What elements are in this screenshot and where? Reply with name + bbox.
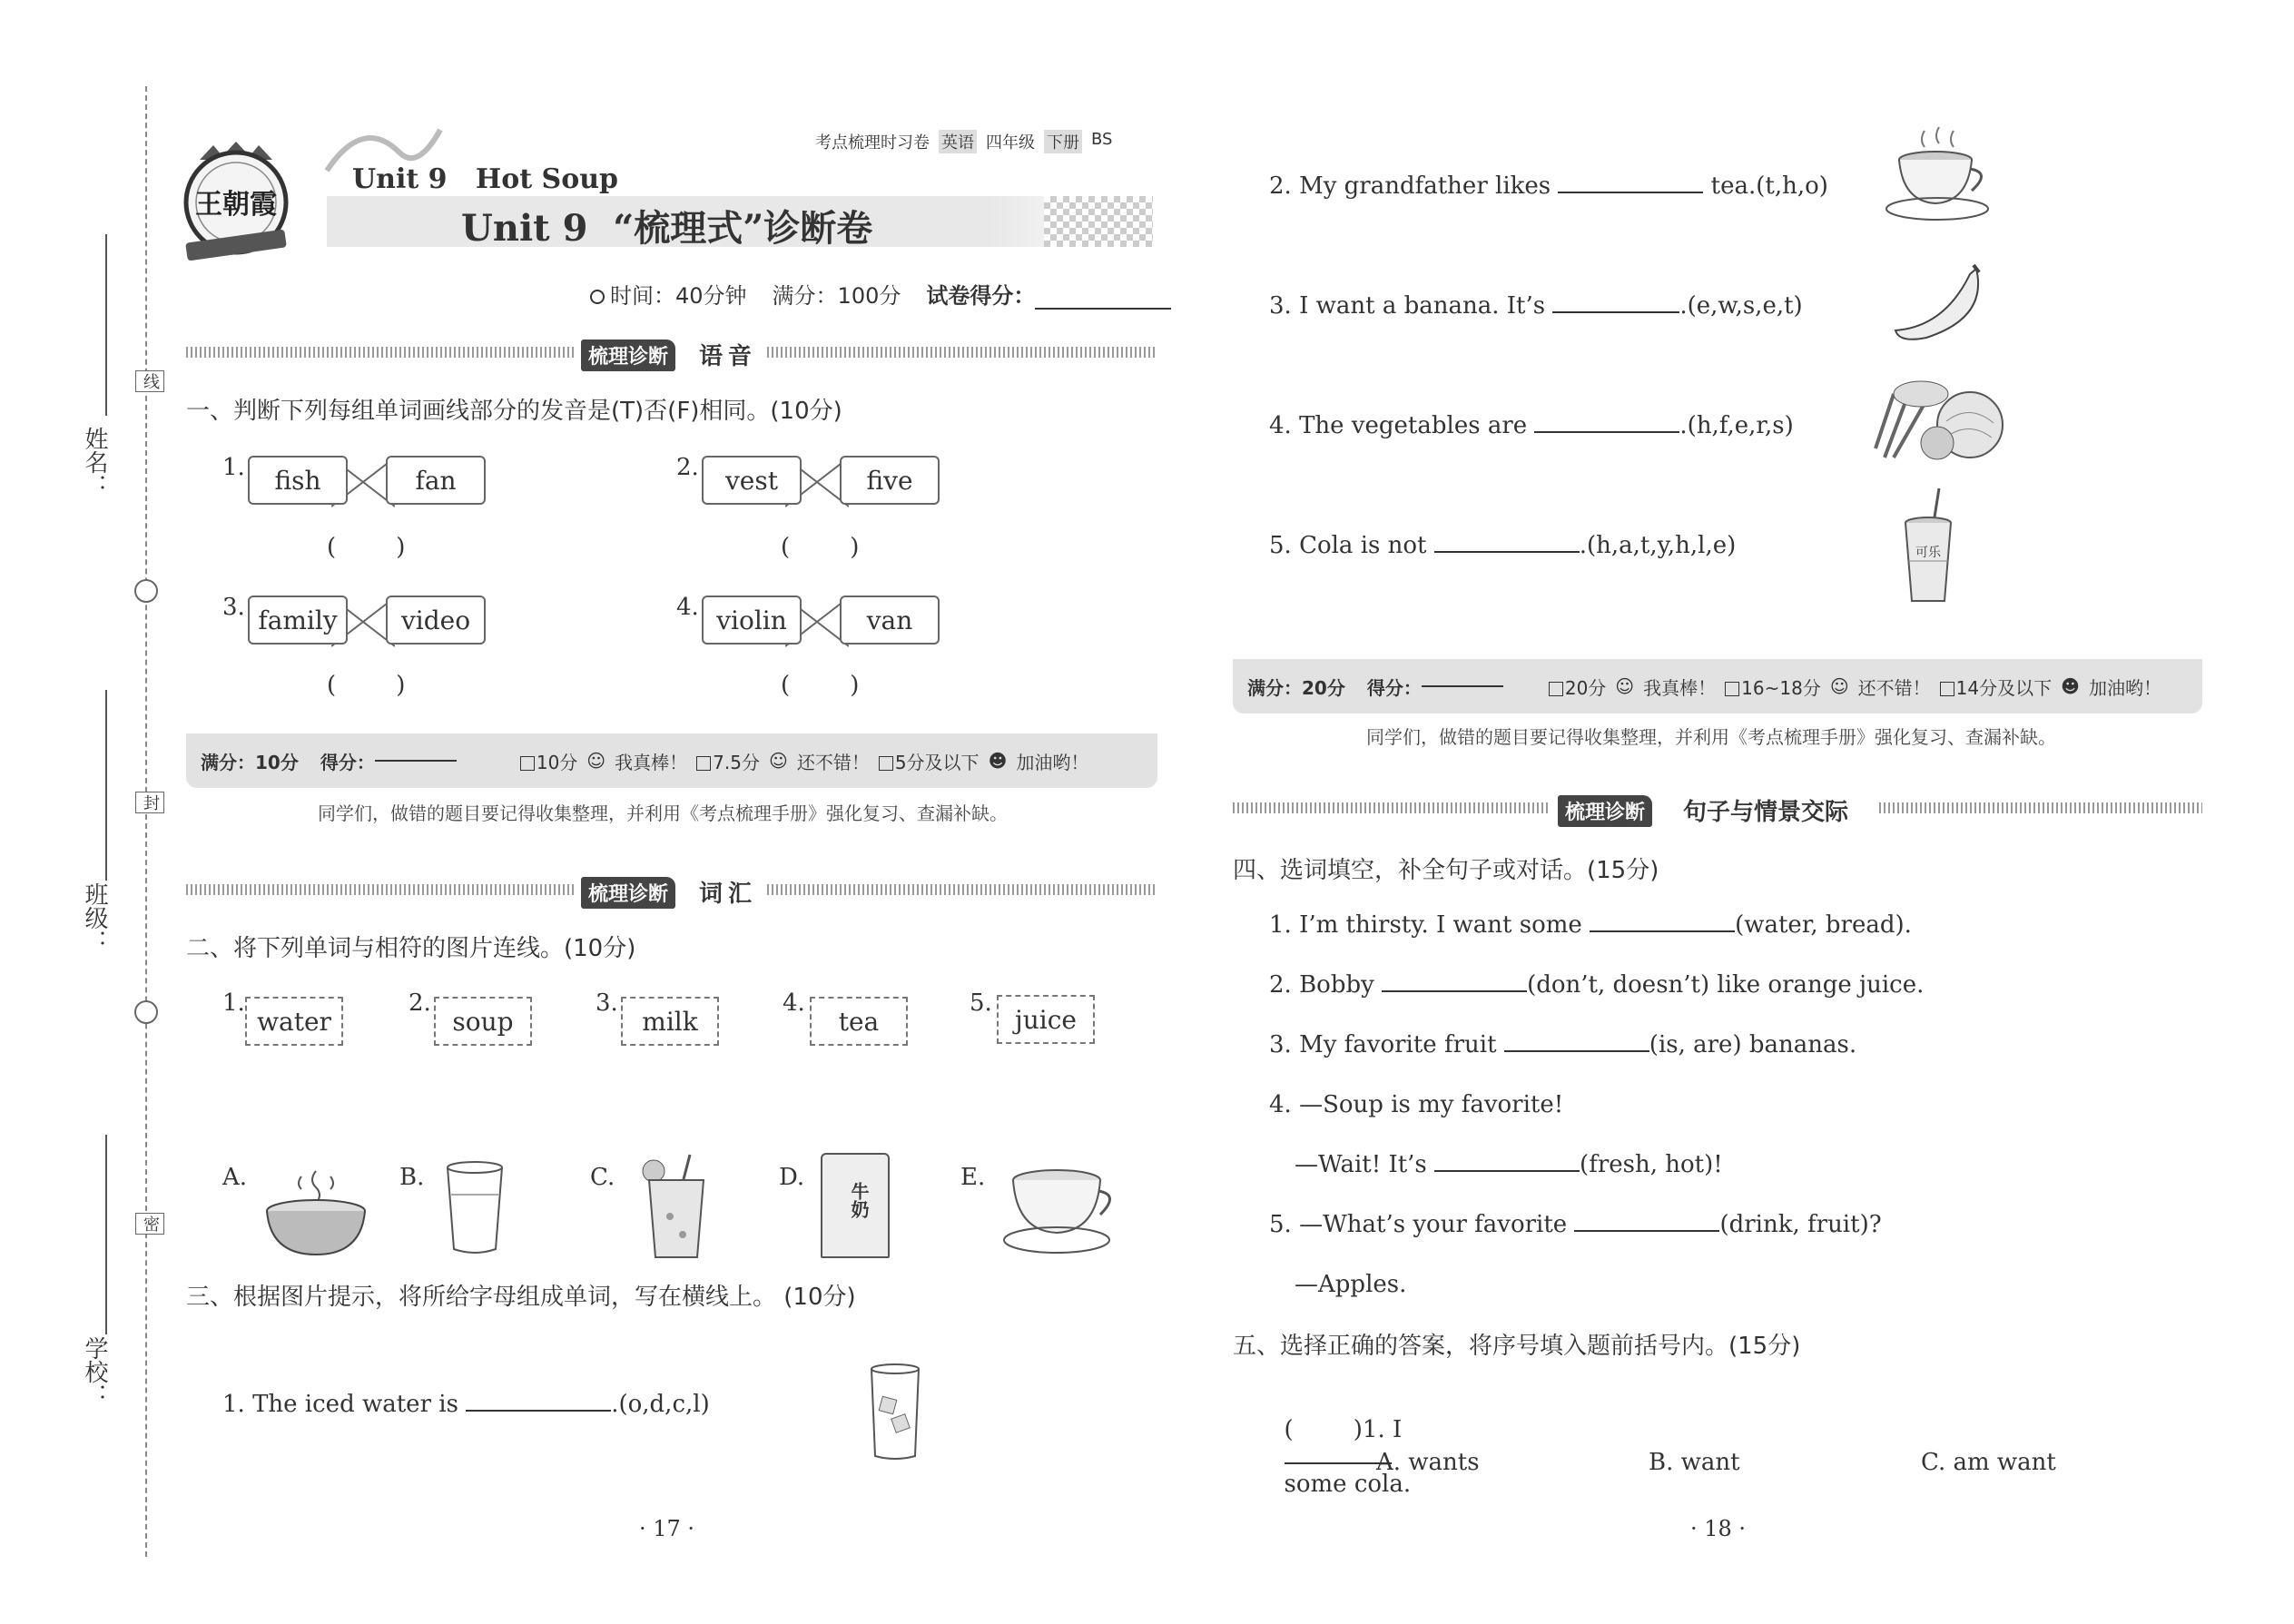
school-label: 学校： [81, 1336, 108, 1407]
cut-line-name [105, 234, 107, 416]
sentence-text: 1. The iced water is [222, 1391, 458, 1418]
word-text: violin [716, 605, 787, 635]
cut-line-class [105, 690, 107, 881]
binding-line [145, 86, 147, 1557]
word-choice: (fresh, hot)! [1580, 1151, 1723, 1178]
full-score: 满分：100分 [772, 283, 901, 309]
checkbox[interactable] [1940, 682, 1954, 696]
section-title: 语音 [699, 343, 758, 370]
word-choice: (water, bread). [1735, 911, 1912, 939]
q3-item [1269, 532, 1736, 559]
pair-number: 1. [222, 454, 245, 481]
series-info [815, 130, 1112, 153]
word-text: juice [1015, 1004, 1077, 1035]
subject: 英语 [939, 130, 977, 153]
volume: 下册 [1044, 130, 1082, 153]
cut-line-school [105, 1135, 107, 1334]
word-number: 3. [596, 989, 618, 1017]
juice-glass-icon [635, 1153, 717, 1265]
q4-line [1295, 1151, 1723, 1178]
option-c[interactable]: C. am want [1921, 1449, 2056, 1476]
page-number-right: · 18 · [1690, 1516, 1747, 1541]
sentence-text: —Apples. [1295, 1271, 1407, 1298]
score-bar [186, 733, 1157, 788]
word-box [248, 595, 348, 645]
score-field[interactable] [375, 760, 457, 762]
score-label: 得分： [1366, 676, 1422, 699]
score-label: 试卷得分： [926, 283, 1036, 309]
sentence-text: —Wait! It’s [1295, 1151, 1427, 1178]
cola-cup-icon [1903, 487, 1957, 608]
page-number-left: · 17 · [639, 1516, 695, 1541]
hot-tea-icon [1885, 123, 1994, 227]
letter-hint: .(o,d,c,l) [611, 1391, 710, 1418]
section-tag: 梳理诊断 [581, 877, 675, 909]
logo-text: 王朝霞 [195, 189, 277, 221]
letter-hint: .(h,f,e,r,s) [1679, 412, 1794, 439]
pair-number: 4. [676, 594, 699, 621]
question-text: ( )1. I [1284, 1416, 1403, 1443]
answer-paren[interactable]: ( ) [327, 672, 406, 699]
smiley-icon: ☺ [586, 750, 606, 772]
word-box [386, 595, 486, 645]
rating-option: 20分 [1564, 676, 1607, 699]
word-text: fan [415, 465, 457, 496]
class-label: 班级： [81, 882, 108, 953]
section-tag: 梳理诊断 [581, 340, 675, 371]
word-text: milk [642, 1006, 698, 1037]
smiley-icon: ☺ [1615, 675, 1635, 697]
review-note: 同学们，做错的题目要记得收集整理，并利用《考点梳理手册》强化复习、查漏补缺。 [318, 802, 1008, 824]
checker-pattern [1044, 196, 1153, 247]
word-text: five [866, 465, 913, 496]
checkbox[interactable] [879, 756, 893, 771]
word-choice: (is, are) bananas. [1649, 1031, 1857, 1058]
sentence-text: 2. My grandfather likes [1269, 172, 1551, 200]
rating-option: 16~18分 [1741, 676, 1821, 699]
word-number: 5. [970, 989, 992, 1017]
cheer-icon: ☻ [2061, 675, 2080, 697]
margin-ornament-2 [134, 1000, 158, 1024]
word-number: 4. [783, 989, 805, 1017]
answer-blank[interactable] [1504, 1050, 1649, 1052]
time-limit: 时间：40分钟 [610, 283, 747, 309]
divider-left [1233, 802, 1551, 813]
rating-text: 加油哟！ [2088, 676, 2161, 699]
review-note: 同学们，做错的题目要记得收集整理，并利用《考点梳理手册》强化复习、查漏补缺。 [1366, 726, 2056, 748]
word-text: video [400, 605, 471, 635]
answer-blank[interactable] [1434, 551, 1580, 553]
answer-blank[interactable] [1590, 930, 1735, 932]
seal-char-2: 封 [135, 792, 164, 813]
rating-text: 还不错！ [796, 751, 870, 773]
rating-text: 我真棒！ [615, 751, 688, 773]
seal-char-3: 密 [135, 1213, 164, 1235]
checkbox[interactable] [1725, 682, 1739, 696]
word-box[interactable] [810, 997, 908, 1046]
sentence-text: 1. I’m thirsty. I want some [1269, 911, 1582, 939]
rating-text: 加油哟！ [1016, 751, 1089, 773]
q1-pair [676, 594, 949, 648]
q2-title: 二、将下列单词与相符的图片连线。(10分) [186, 935, 636, 962]
rating-option: 7.5分 [713, 751, 760, 773]
option-b[interactable]: B. want [1649, 1449, 1740, 1476]
q4-line [1269, 1091, 1563, 1118]
word-text: fish [274, 465, 321, 496]
q4-line [1269, 971, 1924, 999]
word-text: van [866, 605, 913, 635]
q1-pair [222, 594, 495, 648]
q3-item [1269, 292, 1803, 320]
word-text: vest [724, 465, 778, 496]
sentence-text: 3. I want a banana. It’s [1269, 292, 1546, 320]
divider-left [186, 347, 576, 358]
q3-item [1269, 172, 1828, 200]
answer-blank[interactable] [1382, 990, 1527, 992]
divider-left [186, 884, 576, 895]
word-box [840, 456, 940, 505]
grade: 四年级 [986, 133, 1035, 153]
section-title: 句子与情景交际 [1683, 799, 1849, 826]
pair-number: 3. [222, 594, 245, 621]
pic-label: E. [960, 1164, 986, 1191]
answer-paren[interactable]: ( ) [781, 672, 860, 699]
brand-logo [172, 134, 300, 261]
pair-number: 2. [676, 454, 699, 481]
margin-ornament-1 [134, 579, 158, 603]
q4-line [1269, 911, 1912, 939]
rating-option: 14分及以下 [1955, 676, 2053, 699]
word-choice: (don’t, doesn’t) like orange juice. [1527, 971, 1925, 999]
sentence-text: 5. —What’s your favorite [1269, 1211, 1568, 1238]
word-box[interactable] [434, 997, 532, 1046]
answer-blank[interactable] [1434, 1170, 1580, 1172]
q4-title: 四、选词填空，补全句子或对话。(15分) [1233, 857, 1659, 884]
sentence-text: 5. Cola is not [1269, 532, 1427, 559]
option-a[interactable]: A. wants [1376, 1449, 1480, 1476]
word-text: family [258, 605, 338, 635]
q4-line [1269, 1031, 1856, 1058]
exam-meta [590, 278, 1171, 310]
letter-hint: .(h,a,t,y,h,l,e) [1579, 532, 1737, 559]
answer-paren[interactable]: ( ) [781, 534, 860, 561]
word-box[interactable] [245, 997, 343, 1046]
edition: BS [1091, 130, 1113, 149]
checkbox[interactable] [520, 756, 535, 771]
unit-line: Unit 9 Hot Soup [352, 163, 618, 195]
rating-option: 10分 [536, 751, 578, 773]
word-text: water [257, 1006, 331, 1037]
pic-label: C. [590, 1164, 615, 1191]
section-tag: 梳理诊断 [1558, 795, 1652, 827]
sentence-text: 2. Bobby [1269, 971, 1374, 999]
series-name: 考点梳理时习卷 [815, 133, 930, 153]
name-label: 姓名： [81, 427, 108, 497]
word-box [248, 456, 348, 505]
milk-carton-icon [821, 1153, 890, 1258]
vegetables-icon [1857, 367, 2012, 470]
pic-label: D. [779, 1164, 805, 1191]
q5-title: 五、选择正确的答案，将序号填入题前括号内。(15分) [1233, 1333, 1801, 1360]
word-box [702, 456, 802, 505]
checkbox[interactable] [696, 756, 711, 771]
divider-right [767, 884, 1157, 895]
section-title: 词汇 [699, 881, 758, 908]
rating-option: 5分及以下 [894, 751, 980, 773]
score-bar [1233, 659, 2202, 714]
smiley-icon: ☺ [1829, 675, 1849, 697]
q1-title: 一、判断下列每组单词画线部分的发音是(T)否(F)相同。(10分) [186, 398, 842, 425]
word-box [702, 595, 802, 645]
divider-right [767, 347, 1157, 358]
water-glass-icon [443, 1158, 507, 1262]
score-label: 得分： [320, 751, 375, 773]
iced-water-icon [868, 1362, 922, 1465]
sentence-text: 3. My favorite fruit [1269, 1031, 1497, 1058]
cola-label: 可乐 [1915, 546, 1941, 560]
word-box[interactable] [621, 997, 719, 1046]
clock-icon [590, 290, 605, 304]
teacup-icon [1002, 1167, 1120, 1262]
word-text: tea [838, 1006, 880, 1037]
pic-label: A. [222, 1164, 248, 1191]
answer-blank[interactable] [1285, 1462, 1392, 1464]
answer-blank[interactable] [1534, 431, 1679, 433]
q3-item [1269, 412, 1794, 439]
cheer-icon: ☻ [988, 750, 1008, 772]
full-score: 满分：10分 [201, 751, 299, 773]
page-title: Unit 9 “梳理式”诊断卷 [461, 207, 873, 250]
word-box [386, 456, 486, 505]
q1-pair [676, 454, 949, 508]
answer-blank[interactable] [1552, 311, 1679, 313]
checkbox[interactable] [1549, 682, 1563, 696]
rating-text: 还不错！ [1857, 676, 1931, 699]
score-field[interactable] [1035, 308, 1171, 310]
divider-right [1879, 802, 2202, 813]
word-box[interactable] [997, 995, 1095, 1044]
q3-item [222, 1391, 710, 1418]
milk-label: 牛奶 [848, 1182, 870, 1218]
sentence-text: 4. —Soup is my favorite! [1269, 1091, 1564, 1118]
word-choice: (drink, fruit)? [1719, 1211, 1882, 1238]
letter-hint: .(e,w,s,e,t) [1679, 292, 1803, 320]
soup-bowl-icon [261, 1164, 370, 1267]
seal-char-1: 线 [135, 370, 164, 392]
answer-blank[interactable] [1558, 192, 1703, 193]
word-text: soup [452, 1006, 514, 1037]
answer-blank[interactable] [466, 1410, 611, 1412]
letter-hint: tea.(t,h,o) [1710, 172, 1828, 200]
banana-icon [1890, 263, 1990, 349]
answer-paren[interactable]: ( ) [327, 534, 406, 561]
q4-line [1269, 1211, 1882, 1238]
question-text: some cola. [1284, 1471, 1412, 1498]
smiley-icon: ☺ [768, 750, 788, 772]
word-box [840, 595, 940, 645]
rating-text: 我真棒！ [1643, 676, 1717, 699]
answer-blank[interactable] [1574, 1230, 1719, 1232]
word-number: 1. [222, 989, 245, 1017]
full-score: 满分：20分 [1247, 676, 1345, 699]
score-field[interactable] [1422, 685, 1503, 687]
sentence-text: 4. The vegetables are [1269, 412, 1528, 439]
q5-stem [1269, 1389, 1411, 1498]
q3-title: 三、根据图片提示，将所给字母组成单词，写在横线上。 (10分) [186, 1284, 856, 1311]
q4-line [1295, 1271, 1406, 1298]
pic-label: B. [399, 1164, 425, 1191]
q1-pair [222, 454, 495, 508]
word-number: 2. [409, 989, 431, 1017]
